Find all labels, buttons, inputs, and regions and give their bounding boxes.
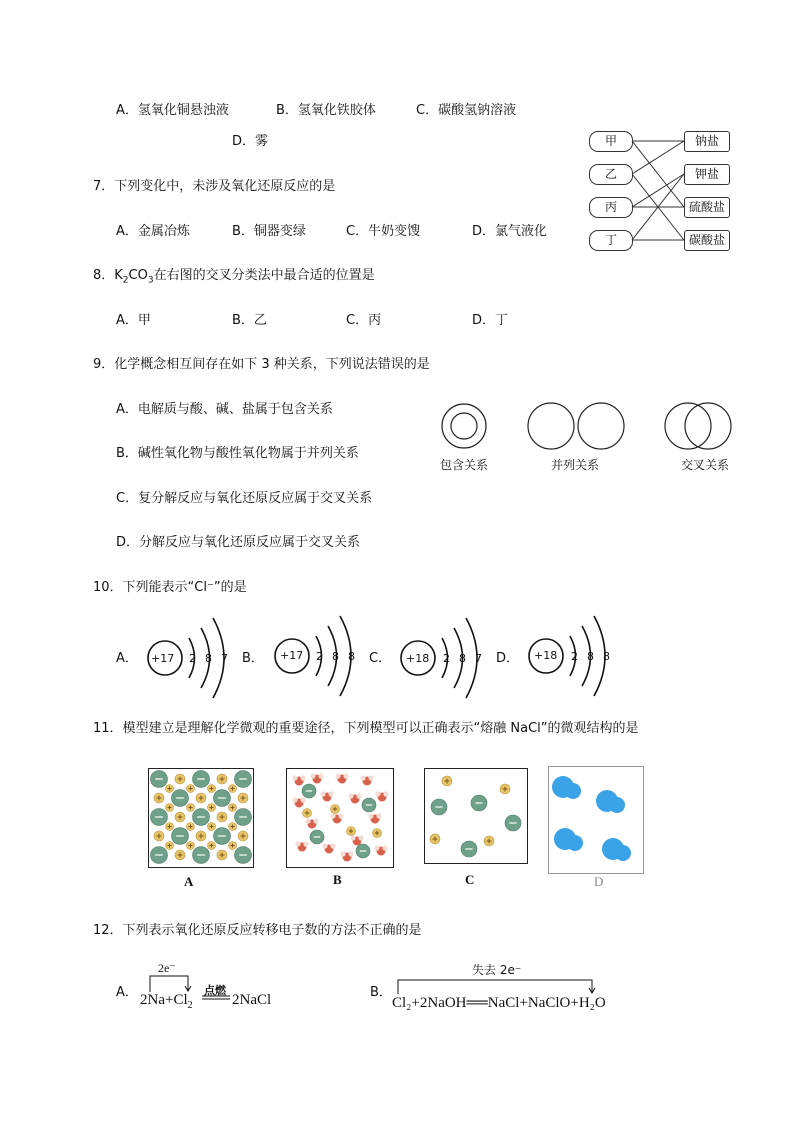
q8-stem: 8．$K_2CO_3$在右图的交叉分类法中最合适的位置是 xyxy=(93,268,375,286)
model-a-caption: A xyxy=(184,874,194,889)
label-parallel: 并列关系 xyxy=(551,458,600,472)
nucleus-charge-d: +18 xyxy=(534,649,558,662)
q6-option-c: C．碳酸氢钠溶液 xyxy=(416,103,517,118)
right-box-carbonate: 碳酸盐 xyxy=(684,230,730,251)
q8-option-a: A．甲 xyxy=(116,313,151,328)
q9-option-b: B．碱性氧化物与酸性氧化物属于并列关系 xyxy=(116,446,359,461)
nucleus-charge-b: +17 xyxy=(280,649,304,662)
q12-a-electron-count: 2e⁻ xyxy=(158,961,176,975)
right-box-sulfate: 硫酸盐 xyxy=(684,197,730,218)
right-box-potassium-salt: 钾盐 xyxy=(684,164,730,185)
shell-2-a: 8 xyxy=(205,652,212,665)
right-box-sodium-salt: 钠盐 xyxy=(684,131,730,152)
nucleus-charge-c: +18 xyxy=(406,652,430,665)
q6-option-b: B．氢氧化铁胶体 xyxy=(276,103,376,118)
q12-a-product: 2NaCl xyxy=(232,992,272,1008)
shell-3-c: 7 xyxy=(475,652,482,665)
q8-option-b: B．乙 xyxy=(232,313,267,328)
q6-option-d: D．雾 xyxy=(232,134,269,149)
q7-option-b: B．铜器变绿 xyxy=(232,224,306,239)
q12-b-equation: Cl₂+2NaOH══NaCl+NaClO+H₂O xyxy=(392,995,606,1011)
shell-2-b: 8 xyxy=(332,650,339,663)
q7-option-d: D．氯气液化 xyxy=(472,224,548,239)
shell-1-d: 2 xyxy=(571,650,578,663)
q6-option-a: A．氢氧化铜悬浊液 xyxy=(116,103,229,118)
q8-option-c: C．丙 xyxy=(346,313,382,328)
model-d-caption: D xyxy=(594,874,604,889)
q10-option-d-letter: D． xyxy=(496,651,520,666)
shell-1-c: 2 xyxy=(443,652,450,665)
label-intersection: 交叉关系 xyxy=(681,458,730,472)
nucleus-charge-a: +17 xyxy=(151,652,175,665)
shell-3-a: 7 xyxy=(221,652,228,665)
q7-option-c: C．牛奶变馊 xyxy=(346,224,421,239)
shell-3-b: 8 xyxy=(348,650,355,663)
left-box-bing: 丙 xyxy=(589,197,633,218)
q11-stem: 11．模型建立是理解化学微观的重要途径，下列模型可以正确表示“熔融 NaCl”的微观结构的是 xyxy=(93,721,639,736)
shell-1-a: 2 xyxy=(189,652,196,665)
q10-option-c-letter: C． xyxy=(369,651,392,666)
shell-1-b: 2 xyxy=(316,650,323,663)
q7-stem: 7．下列变化中，未涉及氧化还原反应的是 xyxy=(93,179,336,194)
q12-option-b-letter: B． xyxy=(370,985,392,1000)
label-inclusion: 包含关系 xyxy=(440,458,489,472)
q10-option-a-letter: A． xyxy=(116,651,138,666)
q12-b-electron-loss: 失去 2e⁻ xyxy=(472,963,522,977)
shell-2-c: 8 xyxy=(459,652,466,665)
shell-3-d: 8 xyxy=(603,650,610,663)
q12-a-equation: $2Na+Cl_2$ xyxy=(140,992,193,1011)
left-box-ding: 丁 xyxy=(589,230,633,251)
q7-option-a: A．金属冶炼 xyxy=(116,224,190,239)
q10-stem: 10．下列能表示“Cl⁻”的是 xyxy=(93,580,247,595)
q10-option-b-letter: B． xyxy=(242,651,264,666)
q12-stem: 12．下列表示氧化还原反应转移电子数的方法不正确的是 xyxy=(93,923,422,938)
left-box-jia: 甲 xyxy=(589,131,633,152)
model-c-caption: C xyxy=(465,872,475,887)
q9-option-a: A．电解质与酸、碱、盐属于包含关系 xyxy=(116,402,333,417)
shell-2-d: 8 xyxy=(587,650,594,663)
q8-option-d: D．丁 xyxy=(472,313,509,328)
q12-a-condition: 点燃 xyxy=(204,984,226,997)
q9-option-c: C．复分解反应与氧化还原反应属于交叉关系 xyxy=(116,491,373,506)
q9-option-d: D．分解反应与氧化还原反应属于交叉关系 xyxy=(116,535,361,550)
q12-option-a-letter: A． xyxy=(116,985,138,1000)
model-b-caption: B xyxy=(333,872,342,887)
left-box-yi: 乙 xyxy=(589,164,633,185)
q9-stem: 9．化学概念相互间存在如下 3 种关系，下列说法错误的是 xyxy=(93,357,430,372)
